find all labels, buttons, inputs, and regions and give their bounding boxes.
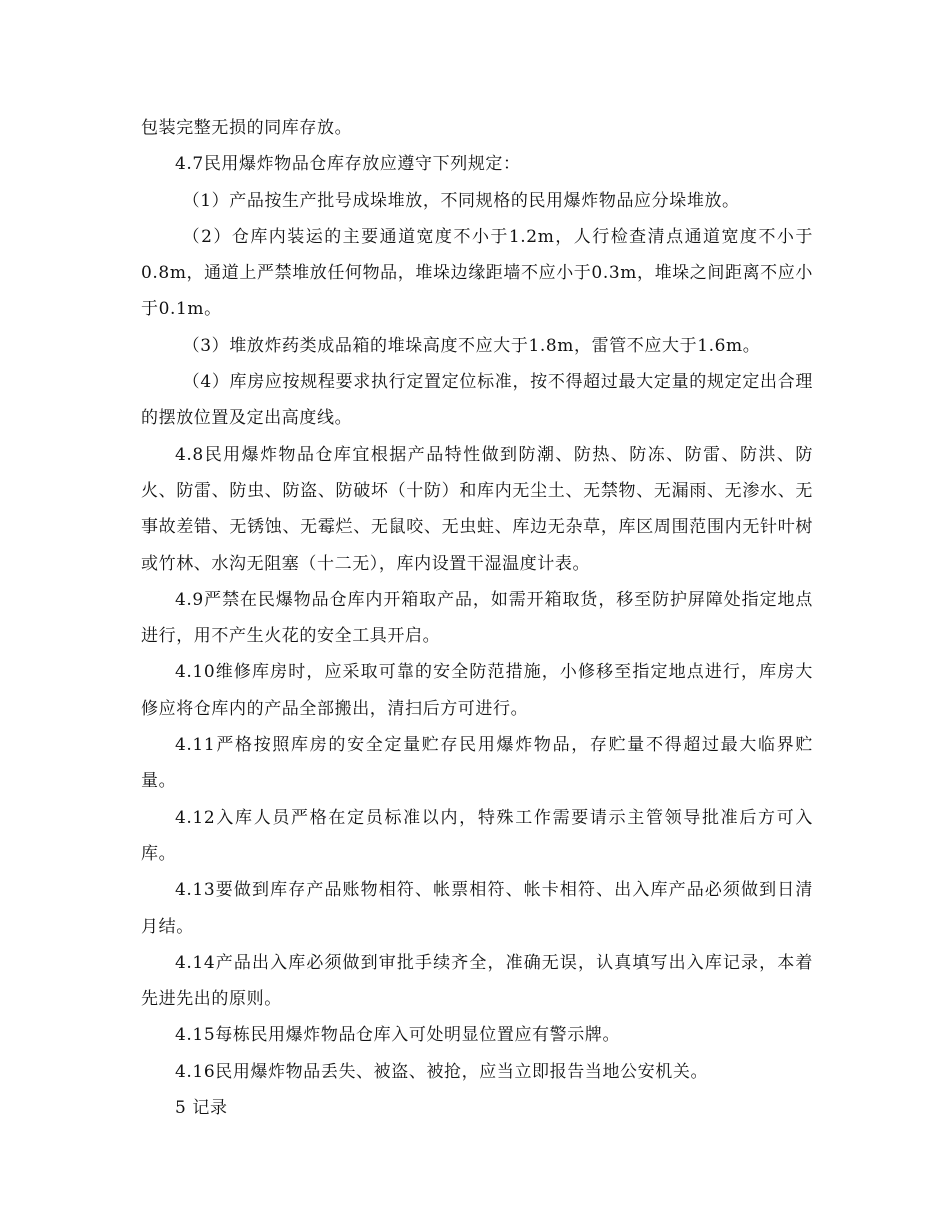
list-item-4-7-4: （4）库房应按规程要求执行定置定位标准，按不得超过最大定量的规定定出合理的摆放位置及定出高度线。 [141,372,813,429]
paragraph-4-10: 4.10维修库房时，应采取可靠的安全防范措施，小修移至指定地点进行，库房大修应将仓库内的产品全部搬出，清扫后方可进行。 [141,662,813,719]
paragraph-4-14: 4.14产品出入库必须做到审批手续齐全，准确无误，认真填写出入库记录，本着先进先出的原则。 [141,952,813,1010]
paragraph-4-13: 4.13要做到库存产品账物相符、帐票相符、帐卡相符、出入库产品必须做到日清月结。 [141,880,813,937]
paragraph-4-15: 4.15每栋民用爆炸物品仓库入可处明显位置应有警示牌。 [175,1025,621,1046]
paragraph-4-12: 4.12入库人员严格在定员标准以内，特殊工作需要请示主管领导批准后方可入库。 [141,807,813,864]
document-body [141,110,813,1126]
list-item-4-7-2: （2）仓库内装运的主要通道宽度不小于1.2m，人行检查清点通道宽度不小于0.8m，通道上严禁堆放任何物品，堆垛边缘距墙不应小于0.3m，堆垛之间距离不应小于0.1m。 [141,226,813,320]
paragraph-4-11: 4.11严格按照库房的安全定量贮存民用爆炸物品，存贮量不得超过最大临界贮量。 [141,735,813,792]
paragraph-4-7: 4.7民用爆炸物品仓库存放应遵守下列规定： [175,154,521,175]
paragraph-4-9: 4.9严禁在民爆物品仓库内开箱取产品，如需开箱取货，移至防护屏障处指定地点进行，用不产生火花的安全工具开启。 [141,589,813,647]
paragraph-continuation: 包装完整无损的同库存放。 [141,118,353,138]
list-item-4-7-3: （3）堆放炸药类成品箱的堆垛高度不应大于1.8m，雷管不应大于1.6m。 [182,335,761,356]
paragraph-4-16: 4.16民用爆炸物品丢失、被盗、被抢，应当立即报告当地公安机关。 [175,1061,709,1082]
paragraph-4-8: 4.8民用爆炸物品仓库宜根据产品特性做到防潮、防热、防冻、防雷、防洪、防火、防雷、防虫、防盗、防破坏（十防）和库内无尘土、无禁物、无漏雨、无渗水、无事故差错、无锈蚀、无霉烂、无鼠咬、无虫蛀、库边无杂草，库区周围范围内无针叶树或竹林、水沟无阻塞（十二无），库内设置干湿温度计表。 [141,444,813,574]
list-item-4-7-1: （1）产品按生产批号成垛堆放，不同规格的民用爆炸物品应分垛堆放。 [182,190,740,211]
section-heading-5: 5 记录 [175,1098,228,1119]
